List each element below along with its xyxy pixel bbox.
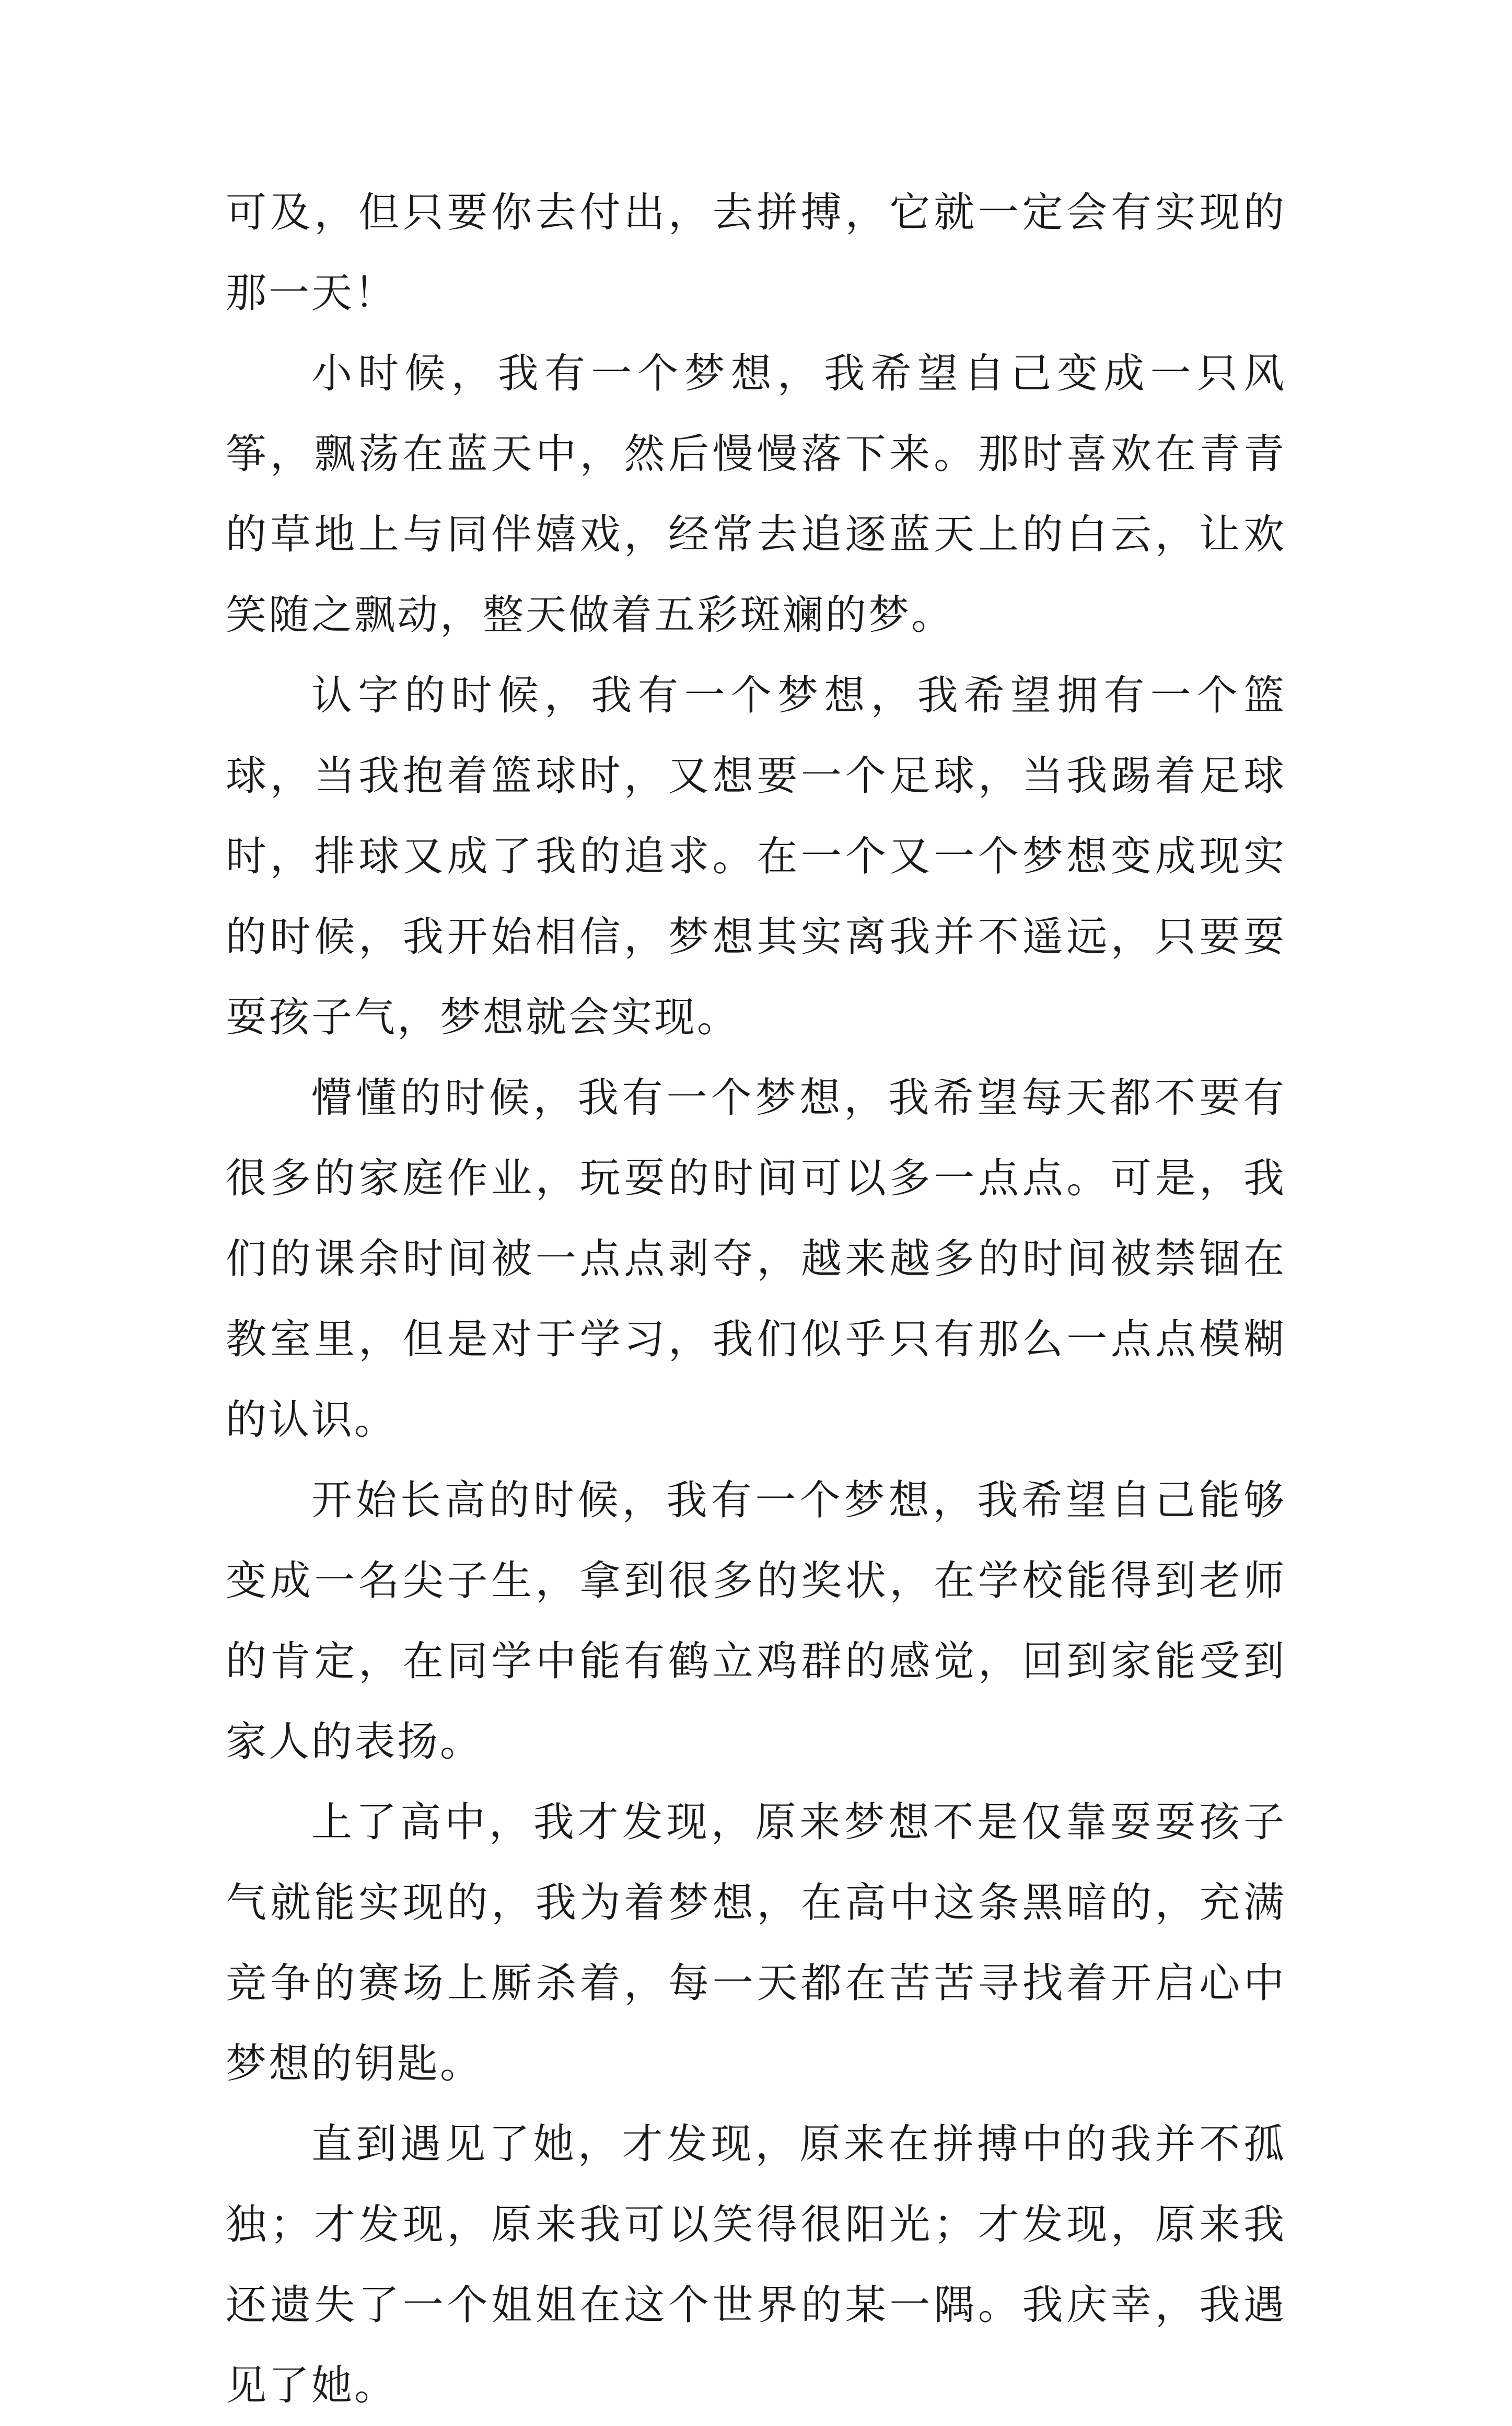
paragraph-childhood: 小时候，我有一个梦想，我希望自己变成一只风筝，飘荡在蓝天中，然后慢慢落下来。那时喜欢在青青的草地上与同伴嬉戏，经常去追逐蓝天上的白云，让欢笑随之飘动，整天做着五彩斑斓的梦。 bbox=[226, 350, 1286, 639]
paragraph-high-school: 上了高中，我才发现，原来梦想不是仅靠耍耍孩子气就能实现的，我为着梦想，在高中这条黑暗的，充满竞争的赛场上厮杀着，每一天都在苦苦寻找着开启心中梦想的钥匙。 bbox=[226, 1799, 1286, 2087]
document-body bbox=[226, 172, 1286, 2426]
paragraph-innocent-years: 懵懂的时候，我有一个梦想，我希望每天都不要有很多的家庭作业，玩耍的时间可以多一点点。可是，我们的课余时间被一点点剥夺，越来越多的时间被禁锢在教室里，但是对于学习，我们似乎只有那么一点点模糊的认识。 bbox=[226, 1075, 1286, 1443]
paragraph-continuation: 可及，但只要你去付出，去拼搏，它就一定会有实现的那一天！ bbox=[226, 189, 1286, 317]
paragraph-learning-to-read: 认字的时候，我有一个梦想，我希望拥有一个篮球，当我抱着篮球时，又想要一个足球，当我踢着足球时，排球又成了我的追求。在一个又一个梦想变成现实的时候，我开始相信，梦想其实离我并不遥远，只要耍耍孩子气，梦想就会实现。 bbox=[226, 672, 1286, 1041]
paragraph-growing-up: 开始长高的时候，我有一个梦想，我希望自己能够变成一名尖子生，拿到很多的奖状，在学校能得到老师的肯定，在同学中能有鹤立鸡群的感觉，回到家能受到家人的表扬。 bbox=[226, 1477, 1286, 1765]
paragraph-meeting-her: 直到遇见了她，才发现，原来在拼搏中的我并不孤独；才发现，原来我可以笑得很阳光；才发现，原来我还遗失了一个姐姐在这个世界的某一隅。我庆幸，我遇见了她。 bbox=[226, 2121, 1286, 2409]
